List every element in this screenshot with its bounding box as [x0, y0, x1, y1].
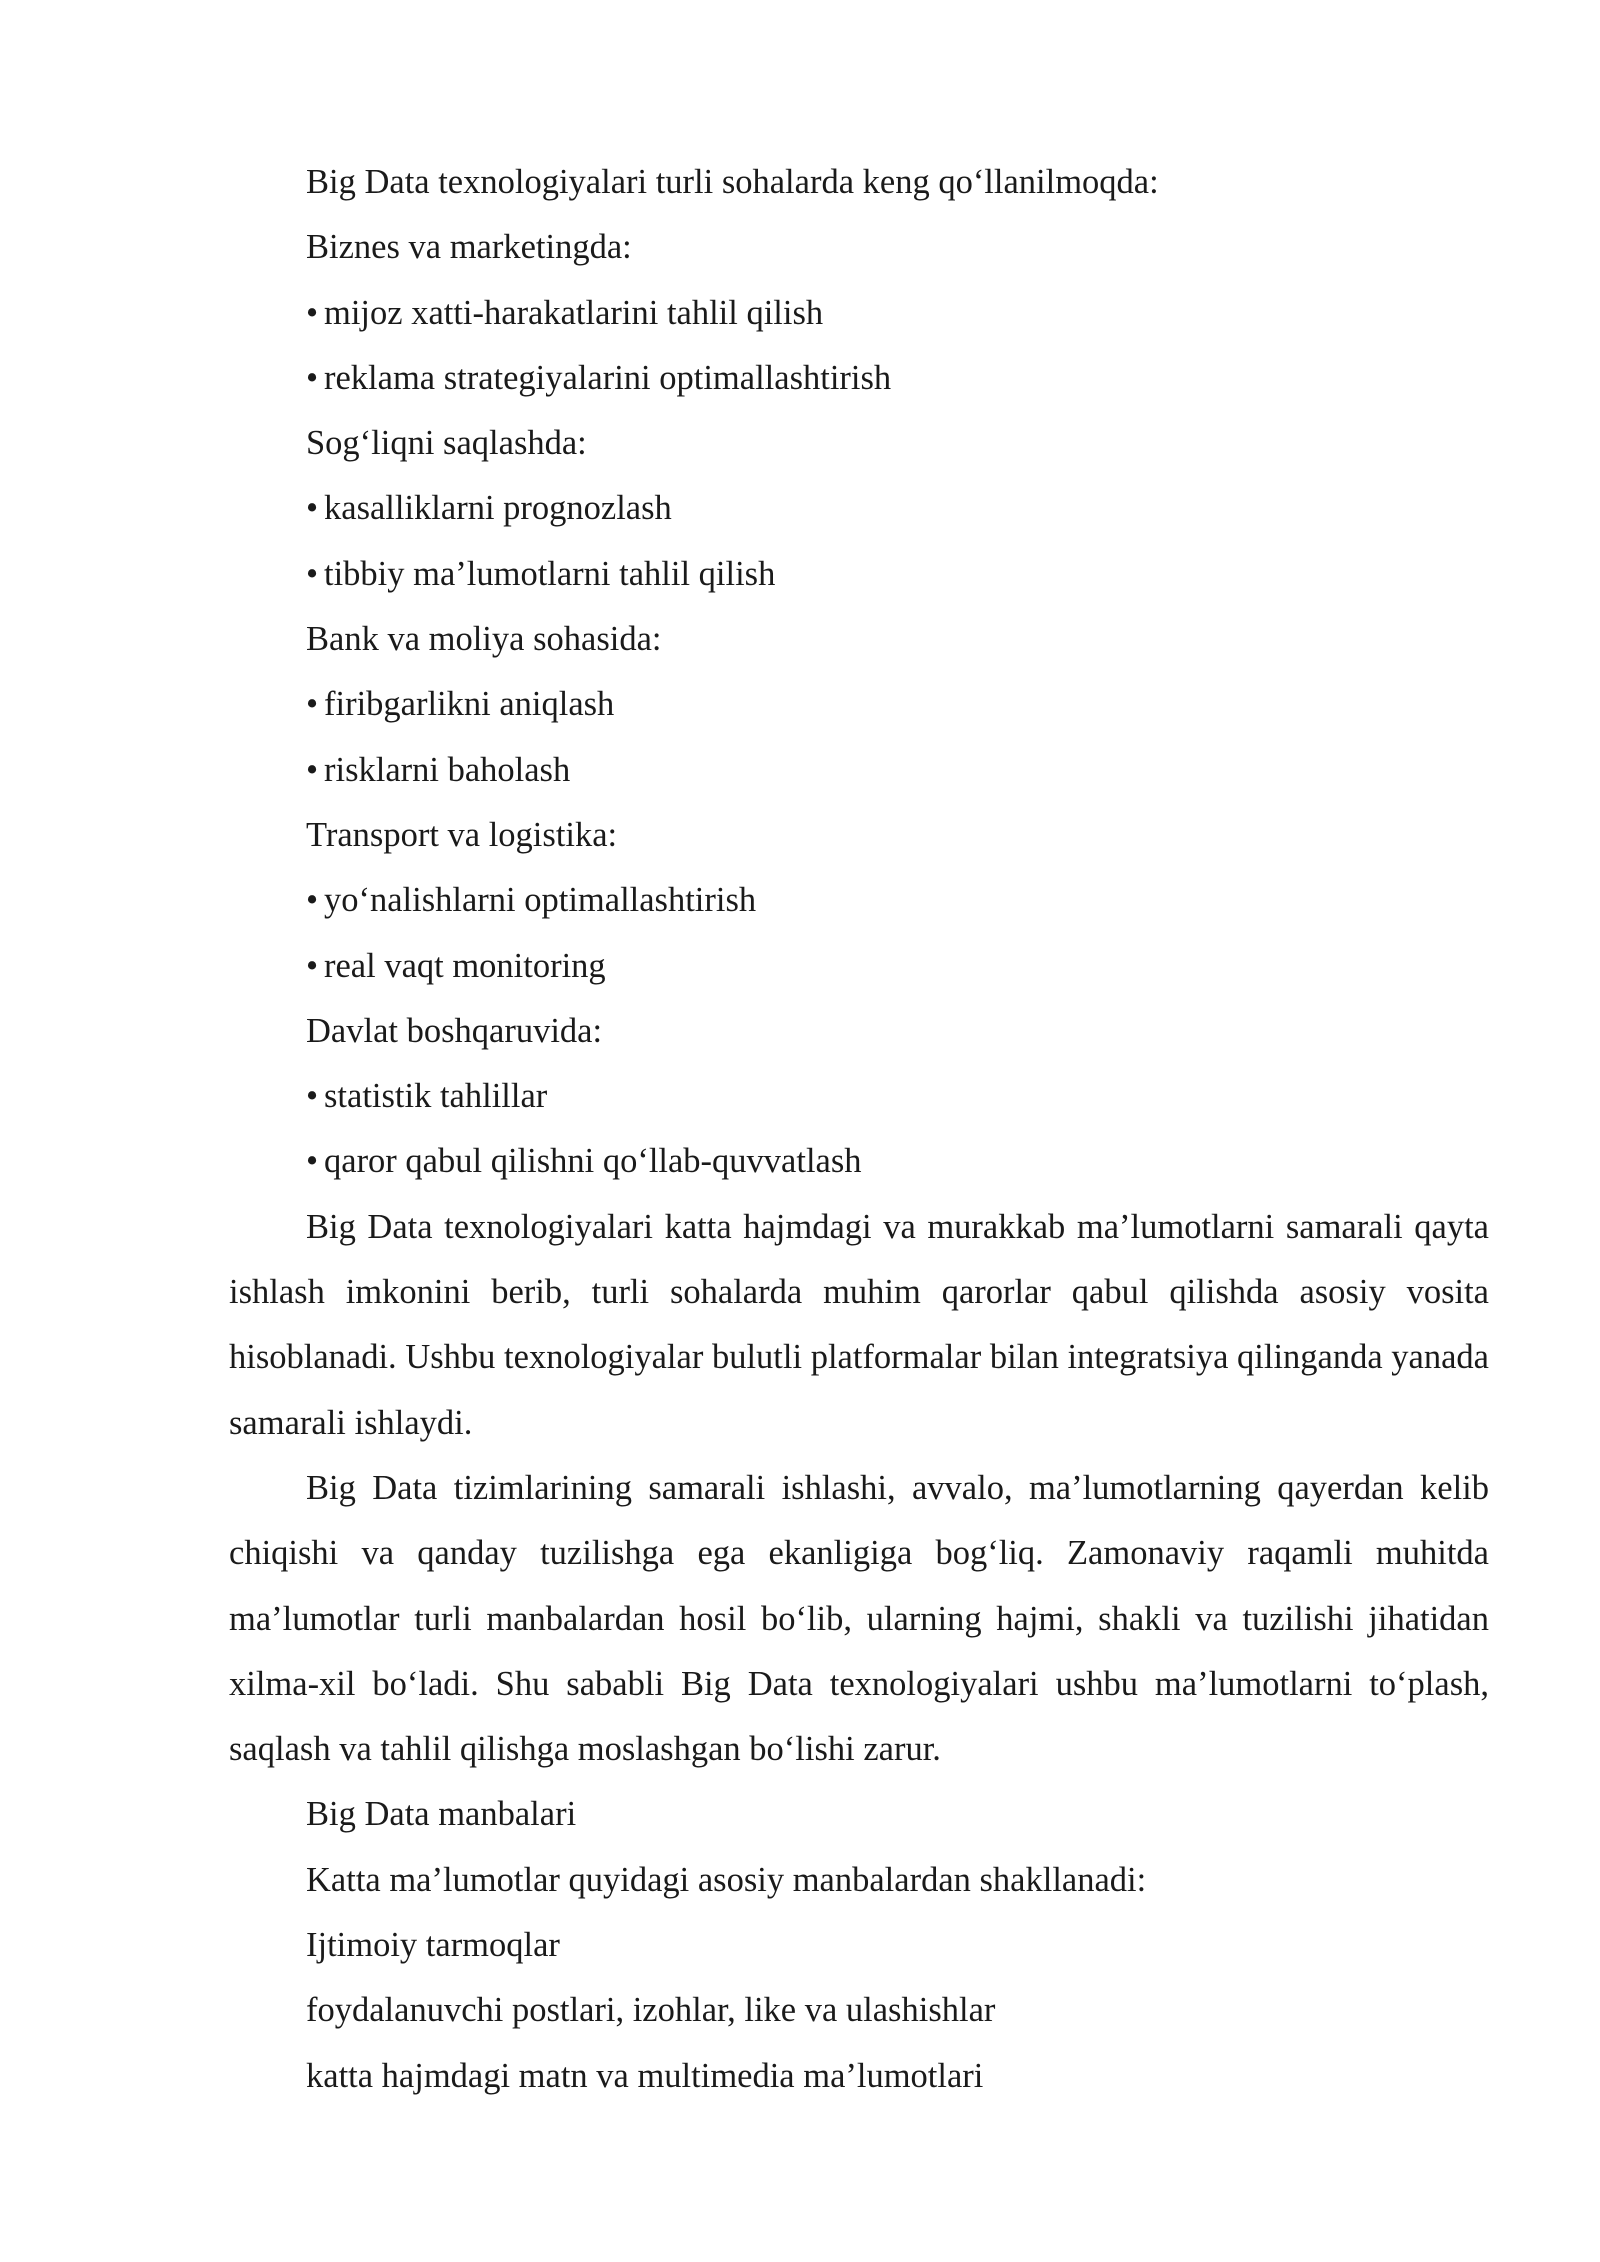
bullet-item	[229, 542, 1489, 607]
bullet-text: mijoz xatti-harakatlarini tahlil qilish	[324, 293, 824, 332]
section-heading: Davlat boshqaruvida:	[306, 1011, 603, 1050]
body-paragraph: Big Data tizimlarining samarali ishlashi, avvalo, ma’lumotlarning qayerdan kelib chiqishi va qanday tuzilishga ega ekanligiga bog‘liq. Zamonaviy raqamli muhitda ma’lumotlar turli manbalardan hosil bo‘lib, ularning hajmi, shakli va tuzilishi jihatidan xilma-xil bo‘ladi. Shu sababli Big Data texnologiyalari ushbu ma’lumotlarni to‘plash, saqlash va tahlil qilishga moslashgan bo‘lishi zarur.	[229, 1468, 1489, 1769]
bullet-mark: •	[306, 685, 319, 724]
section-heading: Transport va logistika:	[306, 815, 618, 854]
bullet-text: reklama strategiyalarini optimallashtirish	[324, 358, 892, 397]
page-content	[229, 150, 1489, 2109]
bullet-text: tibbiy ma’lumotlarni tahlil qilish	[324, 554, 776, 593]
sources-intro: Katta ma’lumotlar quyidagi asosiy manbalardan shakllanadi:	[306, 1860, 1147, 1899]
bullet-mark: •	[306, 1142, 319, 1181]
bullet-text: yo‘nalishlarni optimallashtirish	[324, 881, 757, 920]
bullet-text: qaror qabul qilishni qo‘llab-quvvatlash	[324, 1142, 862, 1181]
section-heading: Bank va moliya sohasida:	[306, 620, 662, 659]
social-line: katta hajmdagi matn va multimedia ma’lumotlari	[306, 2056, 984, 2095]
section-heading: Sog‘liqni saqlashda:	[306, 424, 587, 463]
bullet-text: real vaqt monitoring	[324, 946, 606, 985]
section-heading: Biznes va marketingda:	[306, 228, 632, 267]
bullet-mark: •	[306, 881, 319, 920]
bullet-mark: •	[306, 750, 319, 789]
bullet-mark: •	[306, 946, 319, 985]
bullet-mark: •	[306, 554, 319, 593]
body-paragraph: Big Data texnologiyalari katta hajmdagi va murakkab ma’lumotlarni samarali qayta ishlash imkonini berib, turli sohalarda muhim qarorlar qabul qilishda asosiy vosita hisoblanadi. Ushbu texnologiyalar bulutli platformalar bilan integratsiya qilinganda yanada samarali ishlaydi.	[229, 1207, 1489, 1442]
social-heading: Ijtimoiy tarmoqlar	[306, 1926, 560, 1965]
social-line: foydalanuvchi postlari, izohlar, like va ulashishlar	[306, 1991, 996, 2030]
bullet-text: kasalliklarni prognozlash	[324, 489, 672, 528]
bullet-item	[229, 738, 1489, 803]
bullet-item	[229, 1129, 1489, 1194]
bullet-item	[229, 346, 1489, 411]
bullet-mark: •	[306, 489, 319, 528]
bullet-text: statistik tahlillar	[324, 1077, 548, 1116]
bullet-item	[229, 476, 1489, 541]
bullet-item	[229, 672, 1489, 737]
bullet-mark: •	[306, 293, 319, 332]
bullet-item	[229, 1064, 1489, 1129]
sources-heading: Big Data manbalari	[306, 1795, 577, 1834]
bullet-mark: •	[306, 1077, 319, 1116]
bullet-item	[229, 934, 1489, 999]
intro-line: Big Data texnologiyalari turli sohalarda keng qo‘llanilmoqda:	[306, 163, 1159, 201]
bullet-item	[229, 281, 1489, 346]
bullet-text: firibgarlikni aniqlash	[324, 685, 615, 724]
bullet-mark: •	[306, 358, 319, 397]
bullet-text: risklarni baholash	[324, 750, 571, 789]
bullet-item	[229, 868, 1489, 933]
